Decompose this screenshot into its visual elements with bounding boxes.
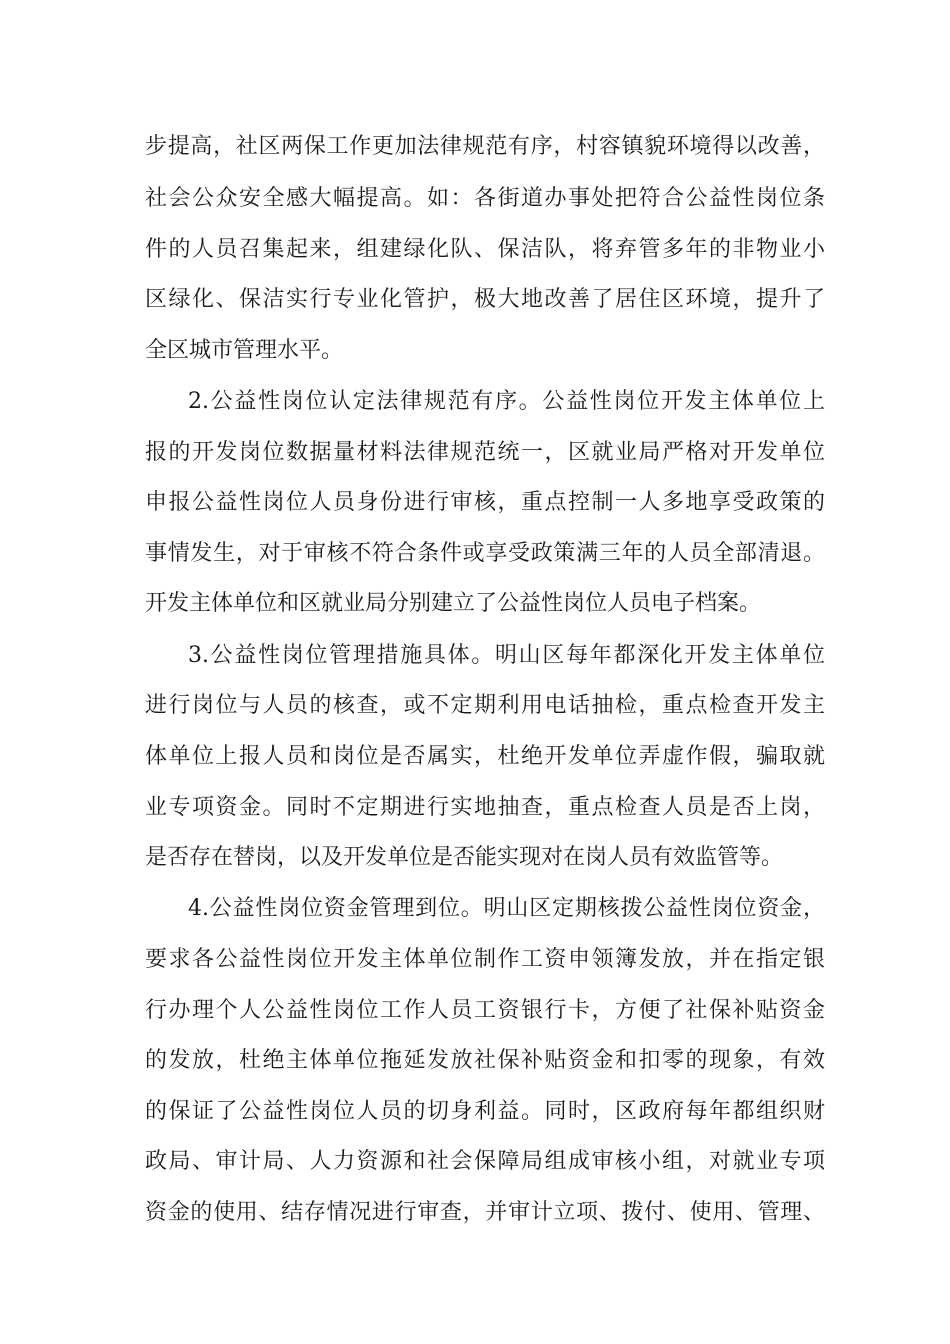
- text-line-8: 申报公益性岗位人员身份进行审核，重点控制一人多地享受政策的: [145, 490, 825, 515]
- text-line-11: 3.公益性岗位管理措施具体。明山区每年都深化开发主体单位: [188, 643, 825, 668]
- text-line-10: 开发主体单位和区就业局分别建立了公益性岗位人员电子档案。: [145, 591, 762, 616]
- text-line-12: 进行岗位与人员的核查，或不定期利用电话抽检，重点检查开发主: [145, 693, 825, 718]
- text-line-14: 业专项资金。同时不定期进行实地抽查，重点检查人员是否上岗，: [145, 795, 825, 820]
- text-line-20: 的保证了公益性岗位人员的切身利益。同时，区政府每年都组织财: [145, 1099, 825, 1124]
- text-line-13: 体单位上报人员和岗位是否属实，杜绝开发单位弄虚作假，骗取就: [145, 744, 825, 769]
- text-line-3: 件的人员召集起来，组建绿化队、保洁队，将弃管多年的非物业小: [145, 237, 825, 262]
- text-line-5: 全区城市管理水平。: [145, 338, 344, 363]
- text-line-22: 资金的使用、结存情况进行审查，并审计立项、拨付、使用、管理、: [145, 1200, 825, 1225]
- text-line-19: 的发放，杜绝主体单位拖延发放社保补贴资金和扣零的现象，有效: [145, 1048, 825, 1073]
- text-line-21: 政局、审计局、人力资源和社会保障局组成审核小组，对就业专项: [145, 1149, 825, 1174]
- text-line-17: 要求各公益性岗位开发主体单位制作工资申领簿发放，并在指定银: [145, 947, 825, 972]
- text-line-9: 事情发生，对于审核不符合条件或享受政策满三年的人员全部清退。: [145, 541, 825, 566]
- text-line-4: 区绿化、保洁实行专业化管护，极大地改善了居住区环境，提升了: [145, 287, 825, 312]
- text-line-1: 步提高，社区两保工作更加法律规范有序，村容镇貌环境得以改善，: [145, 134, 825, 159]
- text-line-15: 是否存在替岗，以及开发单位是否能实现对在岗人员有效监管等。: [145, 845, 784, 870]
- text-line-2: 社会公众安全感大幅提高。如：各街道办事处把符合公益性岗位条: [145, 186, 825, 211]
- text-line-16: 4.公益性岗位资金管理到位。明山区定期核拨公益性岗位资金，: [188, 896, 825, 921]
- text-line-6: 2.公益性岗位认定法律规范有序。公益性岗位开发主体单位上: [188, 389, 825, 414]
- text-line-18: 行办理个人公益性岗位工作人员工资银行卡，方便了社保补贴资金: [145, 998, 825, 1023]
- text-line-7: 报的开发岗位数据量材料法律规范统一，区就业局严格对开发单位: [145, 440, 825, 465]
